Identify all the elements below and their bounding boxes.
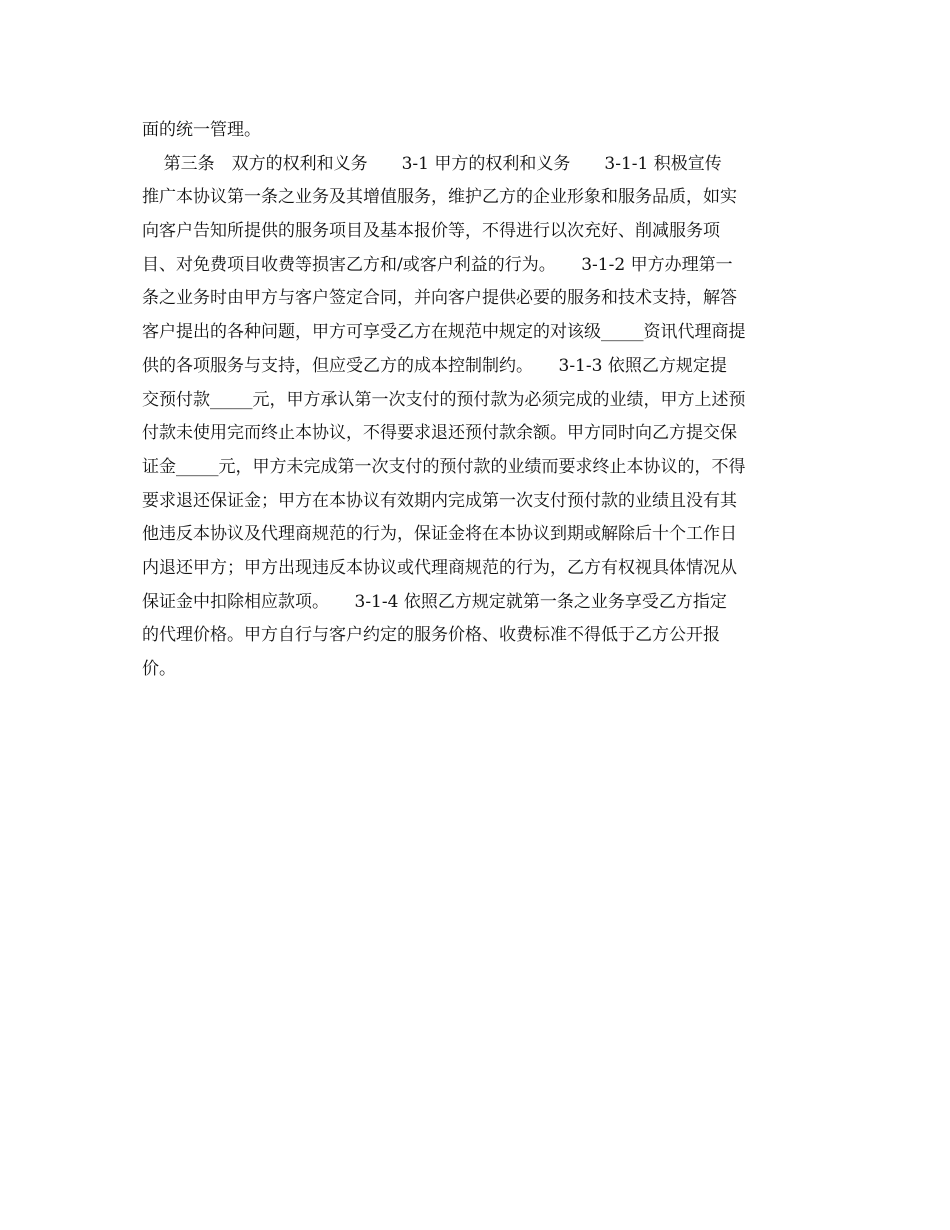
text-line: 付款未使用完而终止本协议，不得要求退还预付款余额。甲方同时向乙方提交保 <box>142 423 737 444</box>
text-line: 交预付款_____元，甲方承认第一次支付的预付款为必须完成的业绩，甲方上述预 <box>142 389 746 410</box>
text-line: 的代理价格。甲方自行与客户约定的服务价格、收费标准不得低于乙方公开报 <box>142 625 720 646</box>
text-line: 他违反本协议及代理商规范的行为，保证金将在本协议到期或解除后十个工作日 <box>142 524 737 545</box>
text-line: 价。 <box>142 659 176 679</box>
text-line: 供的各项服务与支持，但应受乙方的成本控制制约。 3-1-3 依照乙方规定提 <box>142 355 727 376</box>
text-line: 证金_____元，甲方未完成第一次支付的预付款的业绩而要求终止本协议的，不得 <box>142 456 746 477</box>
document-body <box>142 114 807 687</box>
text-line: 要求退还保证金；甲方在本协议有效期内完成第一次支付预付款的业绩且没有其 <box>142 490 737 511</box>
text-line: 条之业务时由甲方与客户签定合同，并向客户提供必要的服务和技术支持，解答 <box>142 288 737 309</box>
text-line: 内退还甲方；甲方出现违反本协议或代理商规范的行为，乙方有权视具体情况从 <box>142 557 737 578</box>
text-line: 向客户告知所提供的服务项目及基本报价等，不得进行以次充好、削减服务项 <box>142 221 720 242</box>
text-line: 面的统一管理。 <box>142 120 261 140</box>
text-line: 推广本协议第一条之业务及其增值服务，维护乙方的企业形象和服务品质，如实 <box>142 187 737 208</box>
text-line: 保证金中扣除相应款项。 3-1-4 依照乙方规定就第一条之业务享受乙方指定 <box>142 591 727 612</box>
text-line: 第三条 双方的权利和义务 3-1 甲方的权利和义务 3-1-1 积极宣传 <box>142 153 722 174</box>
text-line: 目、对免费项目收费等损害乙方和/或客户利益的行为。 3-1-2 甲方办理第一 <box>142 254 733 275</box>
text-line: 客户提出的各种问题，甲方可享受乙方在规范中规定的对该级_____资讯代理商提 <box>142 322 746 343</box>
